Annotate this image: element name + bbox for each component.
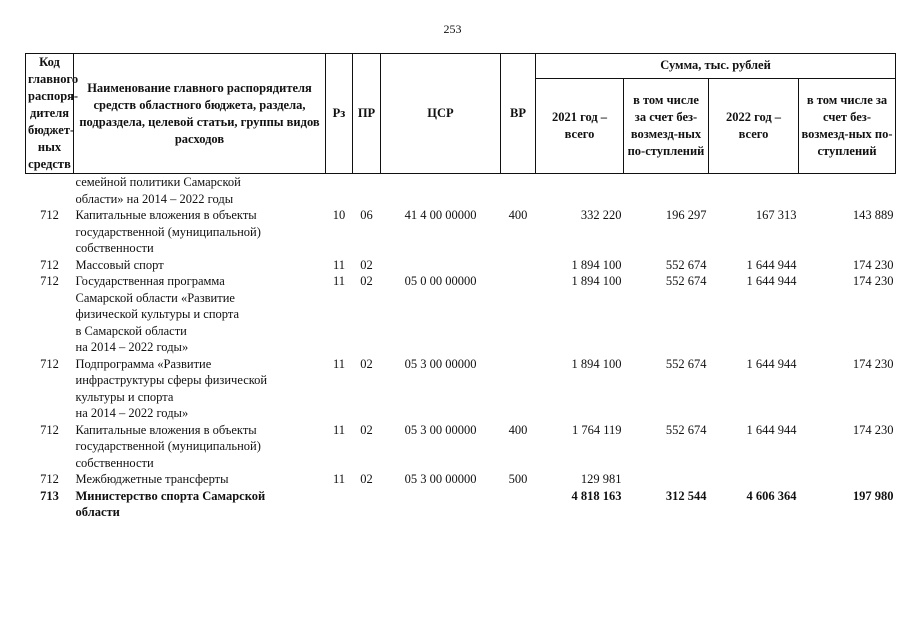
table-row [26, 471, 896, 488]
row-2021-total: 1 894 100 [571, 356, 622, 371]
row-vr [501, 257, 536, 274]
row-2022-total: 1 644 944 [746, 356, 797, 371]
header-2022-total: 2022 год – всего [709, 78, 799, 173]
row-vr [501, 488, 536, 521]
row-2022-incl: 197 980 [852, 488, 894, 503]
row-2022-total: 1 644 944 [746, 257, 797, 272]
row-2021-incl: 552 674 [665, 422, 707, 437]
header-2021-total: 2021 год – всего [536, 78, 624, 173]
row-name: Министерство спорта Самарской области [75, 488, 266, 519]
row-pr: 06 [360, 208, 373, 222]
row-2022-incl: 174 230 [852, 356, 894, 371]
header-name: Наименование главного распорядителя средств областного бюджета, раздела, подраздела, целевой статьи, группы видов расходов [74, 54, 326, 174]
header-2022-incl: в том числе за счет без-возмезд-ных по-ступлений [799, 78, 896, 173]
row-code: 712 [40, 274, 59, 288]
row-vr [501, 273, 536, 356]
row-pr: 02 [360, 472, 373, 486]
row-rz: 10 [332, 208, 346, 222]
row-rz [326, 488, 353, 521]
row-rz: 11 [332, 274, 346, 288]
row-csr: 41 4 00 00000 [404, 208, 477, 222]
row-vr: 400 [508, 422, 528, 437]
row-csr: 05 0 00 00000 [404, 274, 477, 288]
row-2021-incl: 552 674 [665, 356, 707, 371]
header-csr: ЦСР [381, 54, 501, 174]
row-2022-incl: 174 230 [852, 422, 894, 437]
row-2021-total: 4 818 163 [571, 488, 622, 503]
row-pr [353, 488, 381, 521]
header-vr: ВР [501, 54, 536, 174]
header-code: Код главного распоря-дителя бюджет-ных средств [26, 54, 74, 174]
table-header [26, 54, 896, 174]
row-code: 712 [40, 472, 59, 486]
row-2022-incl [799, 471, 896, 488]
row-2021-total: 1 894 100 [571, 257, 622, 272]
row-csr [381, 488, 501, 521]
row-code: 713 [40, 488, 59, 503]
row-2022-total: 1 644 944 [746, 274, 797, 288]
row-name: Капитальные вложения в объекты государственной (муниципальной) собственности [75, 422, 261, 470]
row-rz: 11 [332, 356, 346, 371]
table-row [26, 488, 896, 521]
row-name: Государственная программа Самарской области «Развитие физической культуры и спорта в Самарской области на 2014 – 2022 годы» [75, 274, 240, 354]
header-pr: ПР [353, 54, 381, 174]
row-2021-total: 332 220 [580, 208, 622, 222]
row-pr: 02 [360, 422, 373, 437]
row-code: 712 [40, 356, 59, 371]
row-csr: 05 3 00 00000 [404, 472, 477, 486]
row-2022-incl: 174 230 [852, 257, 894, 272]
row-2022-incl: 174 230 [852, 274, 894, 288]
row-2021-incl: 552 674 [665, 257, 707, 272]
header-2021-incl: в том числе за счет без-возмезд-ных по-ступлений [624, 78, 709, 173]
header-rz: Рз [326, 54, 353, 174]
continuation-row [26, 174, 896, 208]
table-row [26, 273, 896, 356]
row-code: 712 [40, 208, 59, 222]
table-row [26, 422, 896, 472]
row-vr: 500 [508, 472, 528, 486]
row-2021-incl: 552 674 [665, 274, 707, 288]
header-sum: Сумма, тыс. рублей [536, 54, 896, 79]
row-2022-total: 4 606 364 [746, 488, 797, 503]
row-pr: 02 [360, 274, 373, 288]
row-name: Подпрограмма «Развитие инфраструктуры сферы физической культуры и спорта на 2014 – 2022 годы» [75, 356, 268, 420]
budget-table [25, 53, 896, 521]
row-2021-total: 129 981 [580, 472, 622, 486]
row-2022-total: 1 644 944 [746, 422, 797, 437]
row-csr [381, 257, 501, 274]
row-name: Капитальные вложения в объекты государственной (муниципальной) собственности [75, 208, 261, 255]
row-pr: 02 [360, 356, 373, 371]
row-name: Межбюджетные трансферты [75, 472, 229, 486]
row-rz: 11 [332, 257, 346, 272]
row-2022-total [709, 471, 799, 488]
row-2022-total: 167 313 [755, 208, 797, 222]
row-2021-incl [624, 471, 709, 488]
row-code: 712 [40, 257, 59, 272]
row-2022-incl: 143 889 [852, 208, 894, 222]
row-2021-incl: 312 544 [665, 488, 707, 503]
table-body [26, 174, 896, 521]
row-pr: 02 [360, 257, 373, 272]
table-row [26, 356, 896, 422]
row-rz: 11 [332, 422, 346, 437]
row-name: Массовый спорт [75, 257, 164, 272]
row-2021-total: 1 764 119 [571, 422, 622, 437]
row-vr [501, 356, 536, 422]
continuation-text: семейной политики Самарской области» на 2014 – 2022 годы [75, 175, 241, 206]
row-csr: 05 3 00 00000 [404, 356, 477, 371]
row-2021-incl: 196 297 [665, 208, 707, 222]
row-csr: 05 3 00 00000 [404, 422, 477, 437]
page-number: 253 [443, 22, 462, 36]
table-row [26, 207, 896, 257]
row-rz: 11 [332, 472, 346, 486]
row-vr: 400 [508, 208, 528, 222]
table-row [26, 257, 896, 274]
row-code: 712 [40, 422, 59, 437]
row-2021-total: 1 894 100 [571, 274, 622, 288]
